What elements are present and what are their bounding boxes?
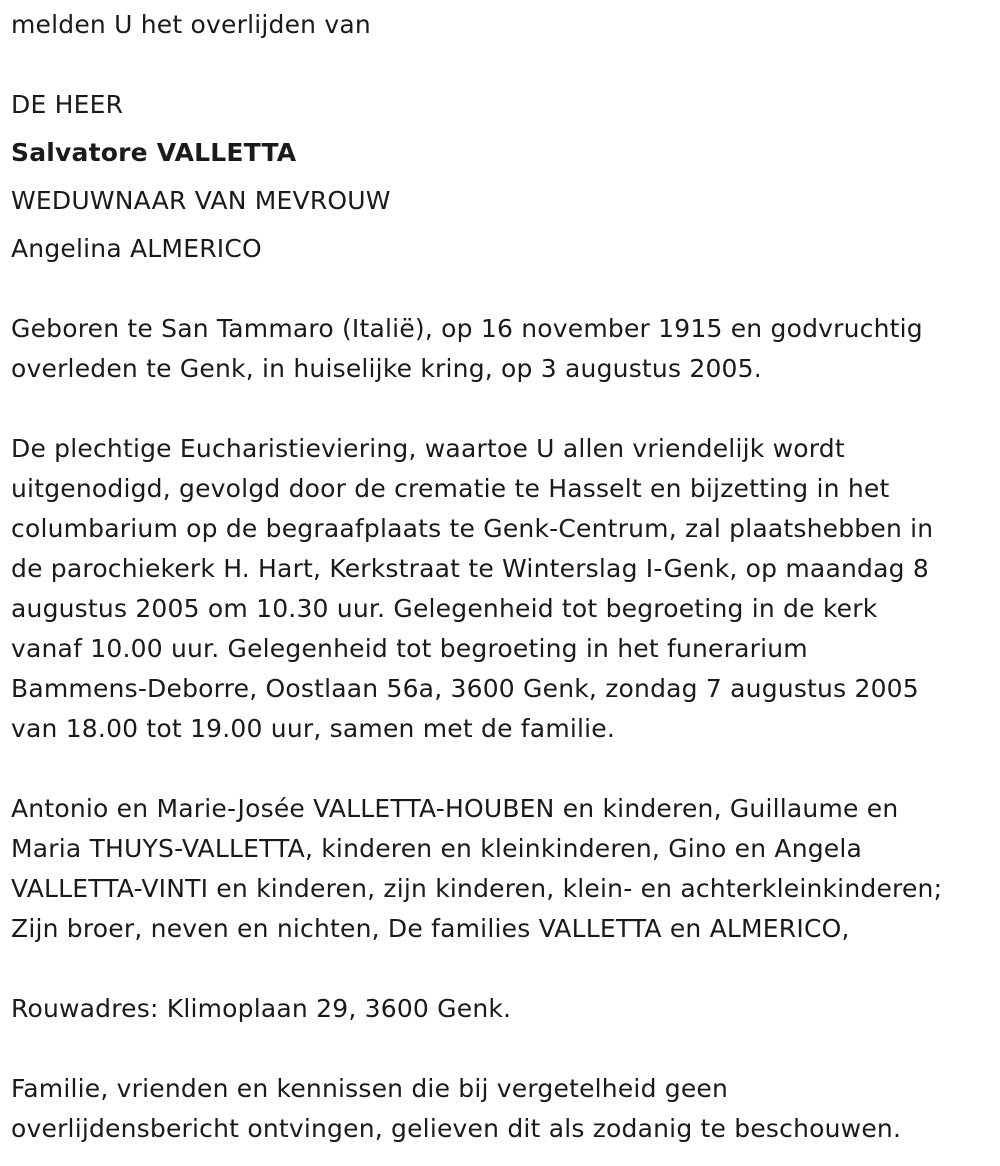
ceremony-line: Bammens-Deborre, Oostlaan 56a, 3600 Genk, zondag 7 augustus 2005 <box>11 674 919 703</box>
ceremony-line: van 18.00 tot 19.00 uur, samen met de familie. <box>11 714 616 743</box>
honorific-title: DE HEER <box>11 90 124 119</box>
mourning-address: Rouwadres: Klimoplaan 29, 3600 Genk. <box>11 994 512 1023</box>
notice-line: Familie, vrienden en kennissen die bij vergetelheid geen <box>11 1074 729 1103</box>
birth-death-line: overleden te Genk, in huiselijke kring, op 3 augustus 2005. <box>11 354 762 383</box>
ceremony-line: vanaf 10.00 uur. Gelegenheid tot begroeting in het funerarium <box>11 634 808 663</box>
ceremony-line: de parochiekerk H. Hart, Kerkstraat te Winterslag I-Genk, op maandag 8 <box>11 554 929 583</box>
ceremony-line: augustus 2005 om 10.30 uur. Gelegenheid tot begroeting in de kerk <box>11 594 878 623</box>
deceased-name: Salvatore VALLETTA <box>11 138 297 167</box>
family-line: VALLETTA-VINTI en kinderen, zijn kinderen, klein- en achterkleinkinderen; <box>11 874 943 903</box>
spouse-name: Angelina ALMERICO <box>11 234 262 263</box>
family-line: Maria THUYS-VALLETTA, kinderen en kleinkinderen, Gino en Angela <box>11 834 863 863</box>
family-line: Antonio en Marie-Josée VALLETTA-HOUBEN en kinderen, Guillaume en <box>11 794 899 823</box>
widower-of-label: WEDUWNAAR VAN MEVROUW <box>11 186 391 215</box>
ceremony-line: uitgenodigd, gevolgd door de crematie te Hasselt en bijzetting in het <box>11 474 890 503</box>
birth-death-line: Geboren te San Tammaro (Italië), op 16 november 1915 en godvruchtig <box>11 314 923 343</box>
ceremony-line: columbarium op de begraafplaats te Genk-Centrum, zal plaatshebben in <box>11 514 934 543</box>
ceremony-line: De plechtige Eucharistieviering, waartoe U allen vriendelijk wordt <box>11 434 845 463</box>
family-line: Zijn broer, neven en nichten, De families VALLETTA en ALMERICO, <box>11 914 850 943</box>
notice-line: overlijdensbericht ontvingen, gelieven dit als zodanig te beschouwen. <box>11 1114 902 1143</box>
intro-text: melden U het overlijden van <box>11 10 371 39</box>
